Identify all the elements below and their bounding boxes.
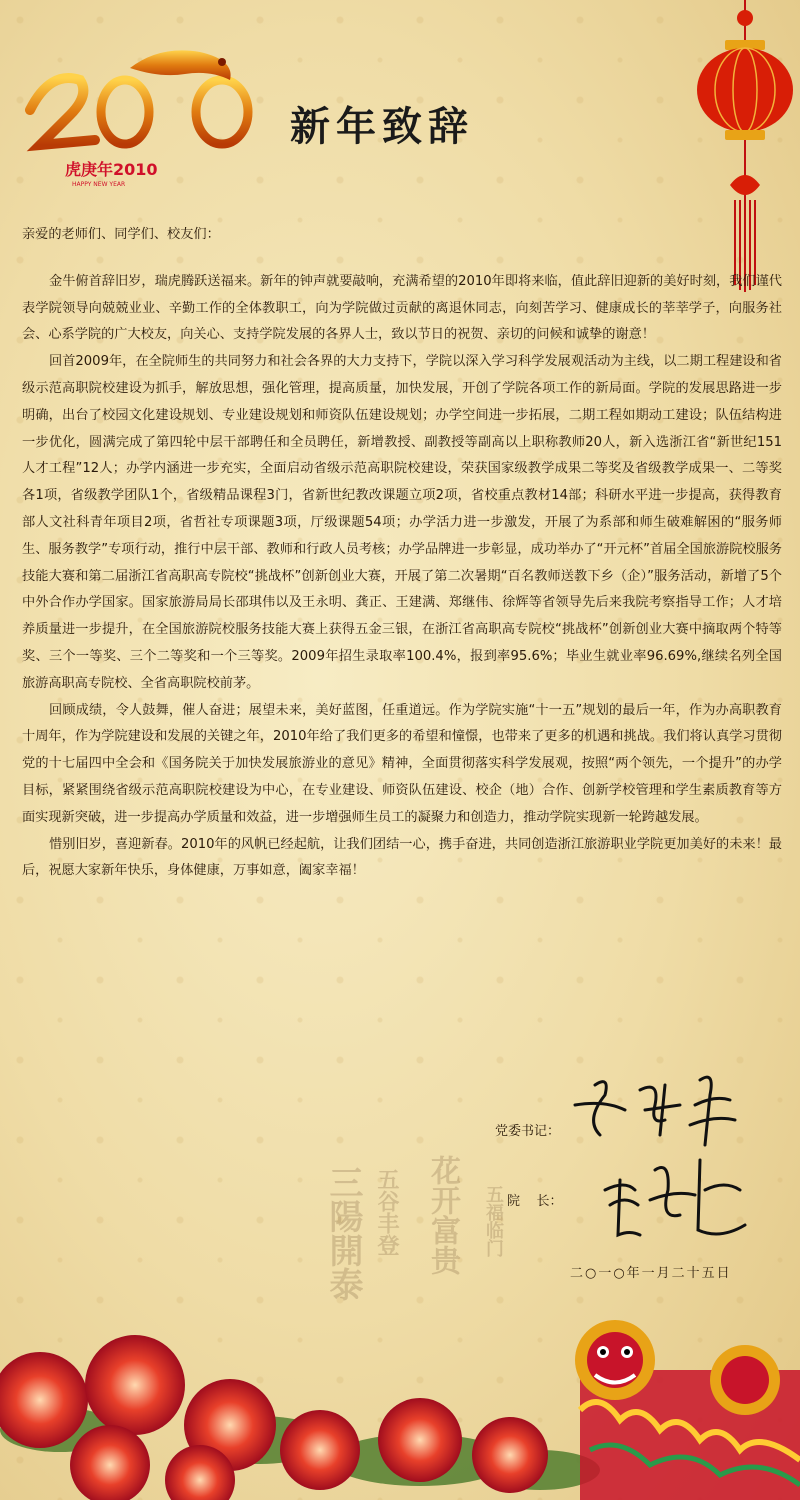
paragraph-4: 惜别旧岁，喜迎新春。2010年的风帆已经起航，让我们团结一心，携手奋进，共同创造浙江旅游职业学院更加美好的未来！最后，祝愿大家新年快乐，身体健康，万事如意，阖家幸福！ — [22, 836, 782, 879]
president-label: 院 长： — [507, 1194, 563, 1209]
letter-body — [22, 222, 782, 885]
peony-lion-dance-illustration — [0, 1290, 800, 1500]
page-title: 新年致辞 — [290, 103, 474, 150]
bg-calligraphy-3: 花开富贵 — [425, 1155, 460, 1275]
greeting: 亲爱的老师们、同学们、校友们： — [22, 227, 220, 242]
paragraph-2: 回首2009年，在全院师生的共同努力和社会各界的大力支持下，学院以深入学习科学发展观活动为主线，以二期工程建设和省级示范高职院校建设为抓手，解放思想，强化管理，提高质量，加快发展，开创了学院各项工作的新局面。学院的发展思路进一步明确，出台了校园文化建设规划、专业建设规划和师资队伍建设规划；办学空间进一步拓展，二期工程如期动工建设；队伍结构进一步优化，圆满完成了第四轮中层干部聘任和全员聘任，新增教授、副教授等副高以上职称教师20人，新入选浙江省“新世纪151人才工程”12人；办学内涵进一步充实，全面启动省级示范高职院校建设，荣获国家级教学成果二等奖及省级教学成果一、二等奖各1项，省级教学团队1个，省级精品课程3门，省新世纪教改课题立项2项，省校重点教材14部；科研水平进一步提高，获得教育部人文社科青年项目2项，省哲社专项课题3项，厅级课题54项；办学活力进一步激发，开展了为系部和师生破难解困的“服务师生、服务教学”专项行动，推行中层干部、教师和行政人员考核；办学品牌进一步彰显，成功举办了“开元杯”首届全国旅游院校服务技能大赛和第二届浙江省高职高专院校“挑战杯”创新创业大赛，开展了第二次暑期“百名教师送教下乡（企）”服务活动，新增了5个中外合作办学国家。国家旅游局局长邵琪伟以及王永明、龚正、王建满、郑继伟、徐辉等省领导先后来我院考察指导工作；人才培养质量进一步提升，在全国旅游院校服务技能大赛上获得五金三银，在浙江省高职高专院校“挑战杯”创新创业大赛中摘取两个特等奖、三个一等奖、三个二等奖和一个三等奖。2009年招生录取率100.4%，报到率95.6%；毕业生就业率96.69%,继续名列全国旅游高职高专院校、全省高职院校前茅。 — [22, 354, 782, 691]
logo-subcaption: HAPPY NEW YEAR — [72, 181, 126, 188]
party-secretary-signature — [565, 1065, 755, 1155]
bg-calligraphy-1: 三陽開泰 — [323, 1165, 363, 1301]
letter-date: 二○一○年一月二十五日 — [570, 1266, 732, 1281]
paragraph-1: 金牛俯首辞旧岁，瑞虎腾跃送福来。新年的钟声就要敲响，充满希望的2010年即将来临，值此辞旧迎新的美好时刻，我们谨代表学院领导向兢兢业业、辛勤工作的全体教职工，向为学院做过贡献的离退休同志，向刻苦学习、健康成长的莘莘学子，向服务社会、心系学院的广大校友，向关心、支持学院发展的各界人士，致以节日的祝贺、亲切的问候和诚挚的谢意！ — [22, 273, 782, 343]
bg-calligraphy-4: 五福临门 — [483, 1185, 504, 1257]
logo-caption: 虎庚年2010 — [65, 160, 158, 179]
paragraph-3: 回顾成绩，令人鼓舞，催人奋进；展望未来，美好蓝图，任重道远。作为学院实施“十一五”规划的最后一年，作为办高职教育十周年，作为学院建设和发展的关键之年，2010年给了我们更多的希望和憧憬，也带来了更多的机遇和挑战。我们将认真学习贯彻党的十七届四中全会和《国务院关于加快发展旅游业的意见》精神，全面贯彻落实科学发展观，按照“两个领先，一个提升”的办学目标，紧紧围绕省级示范高职院校建设为中心，在专业建设、师资队伍建设、校企（地）合作、创新学校管理和学生素质教育等方面实现新突破，进一步提高办学质量和效益，进一步增强师生员工的凝聚力和创造力，推动学院实现新一轮跨越发展。 — [22, 702, 782, 825]
bg-calligraphy-2: 五谷丰登 — [374, 1168, 400, 1256]
year-2010-logo — [10, 40, 270, 190]
president-signature — [600, 1150, 750, 1250]
party-secretary-label: 党委书记： — [495, 1124, 561, 1139]
